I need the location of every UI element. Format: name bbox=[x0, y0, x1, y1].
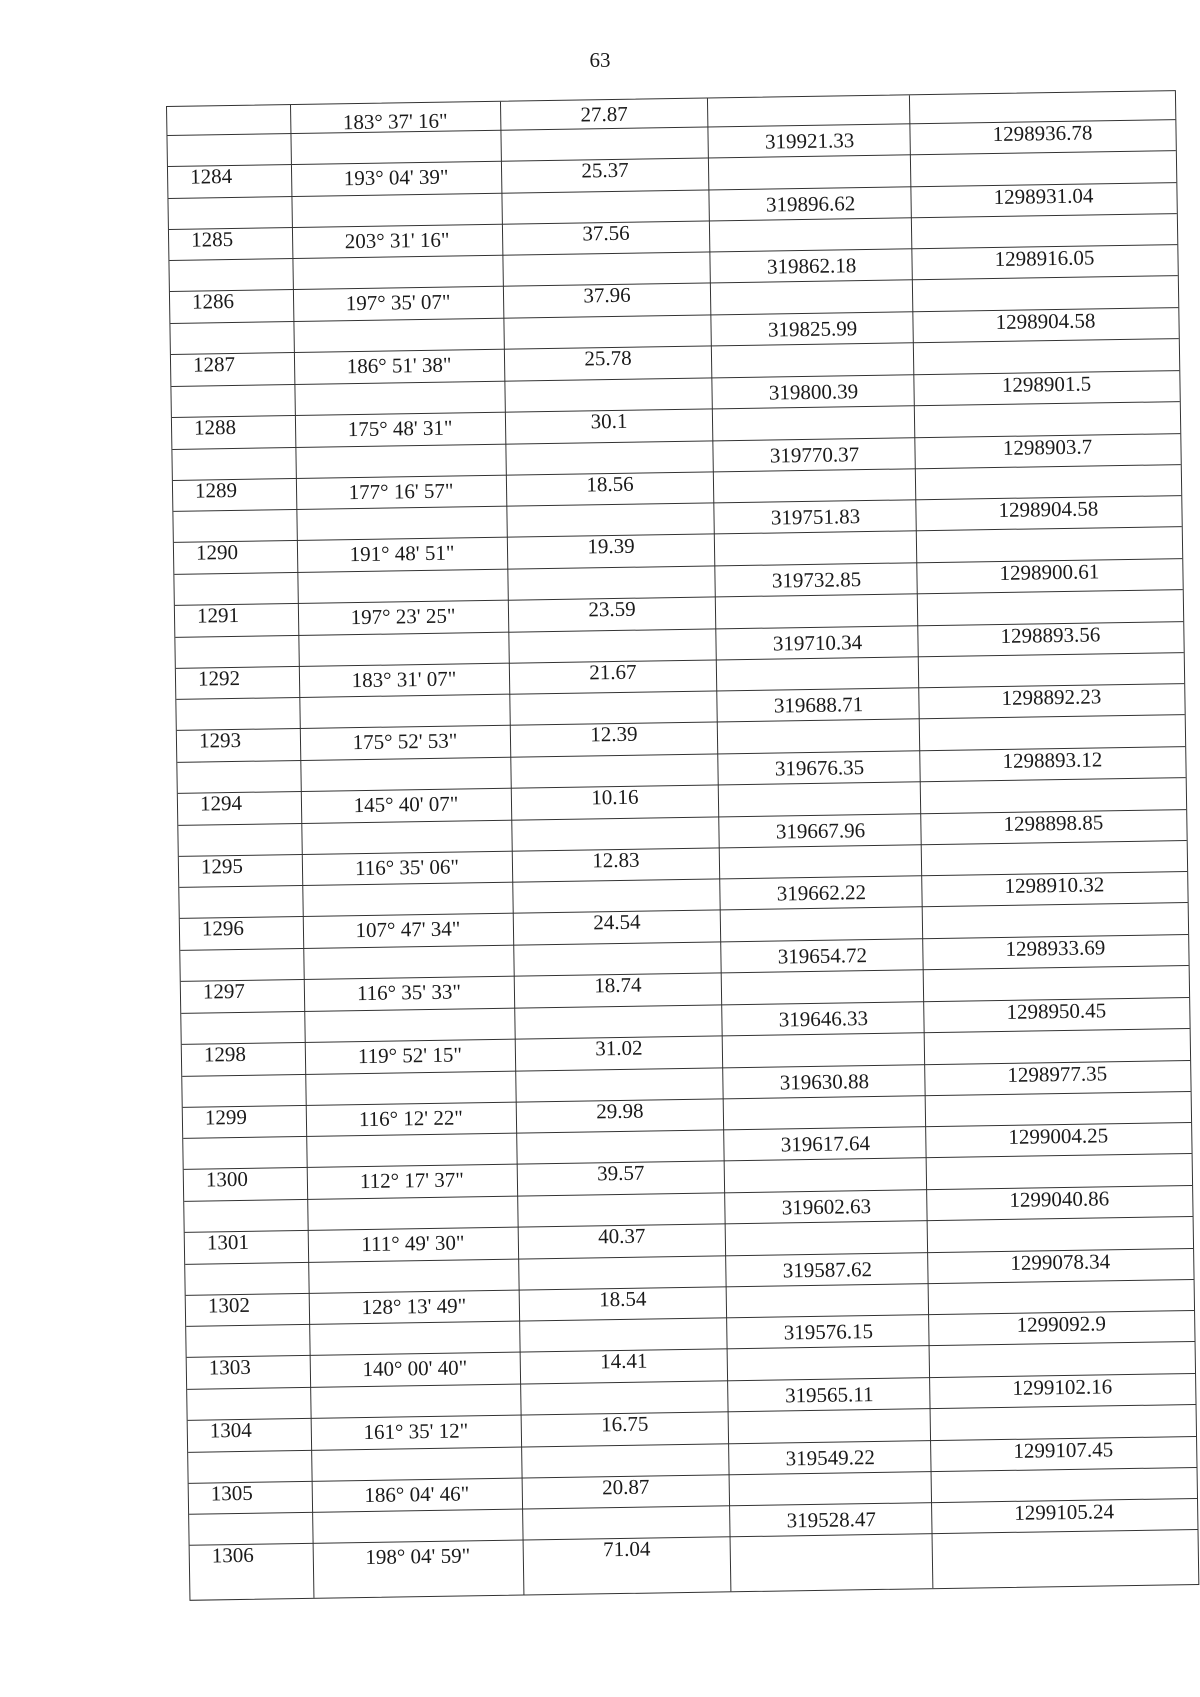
distance-cell: 21.67 bbox=[589, 659, 637, 685]
bearing-cell: 116° 12' 22" bbox=[358, 1104, 464, 1131]
bearing-cell: 186° 51' 38" bbox=[346, 352, 452, 379]
northing-cell: 1299105.24 bbox=[1014, 1499, 1115, 1526]
bearing-cell: 161° 35' 12" bbox=[363, 1418, 469, 1445]
distance-cell: 27.87 bbox=[580, 101, 628, 127]
bearing-cell: 197° 23' 25" bbox=[350, 603, 456, 630]
station-cell: 1290 bbox=[195, 540, 239, 565]
bearing-cell: 197° 35' 07" bbox=[345, 289, 451, 316]
distance-cell: 71.04 bbox=[602, 1536, 651, 1562]
northing-cell: 1299078.34 bbox=[1010, 1248, 1111, 1275]
northing-cell: 1298916.05 bbox=[994, 245, 1095, 272]
station-cell: 1287 bbox=[192, 352, 236, 377]
distance-cell: 25.37 bbox=[581, 157, 629, 183]
easting-cell: 319617.64 bbox=[780, 1131, 871, 1157]
bearing-cell: 175° 52' 53" bbox=[352, 728, 458, 755]
station-cell: 1297 bbox=[202, 978, 246, 1004]
easting-cell: 319662.22 bbox=[776, 880, 867, 906]
distance-cell: 12.39 bbox=[590, 721, 638, 747]
distance-cell: 37.56 bbox=[582, 220, 630, 246]
northing-cell: 1298936.78 bbox=[992, 120, 1093, 147]
distance-cell: 16.75 bbox=[600, 1411, 649, 1437]
distance-cell: 10.16 bbox=[591, 784, 639, 810]
northing-cell: 1298931.04 bbox=[993, 183, 1094, 209]
bearing-cell: 145° 40' 07" bbox=[353, 791, 459, 818]
station-cell: 1305 bbox=[210, 1480, 253, 1506]
easting-cell: 319710.34 bbox=[772, 629, 863, 656]
station-cell: 1284 bbox=[189, 163, 233, 189]
page-number: 63 bbox=[589, 48, 611, 72]
station-cell: 1291 bbox=[196, 602, 240, 628]
distance-cell: 40.37 bbox=[597, 1223, 646, 1249]
easting-cell: 319602.63 bbox=[781, 1193, 872, 1220]
easting-cell: 319896.62 bbox=[765, 190, 856, 217]
easting-cell: 319528.47 bbox=[786, 1507, 877, 1533]
easting-cell: 319862.18 bbox=[766, 253, 857, 279]
easting-cell: 319676.35 bbox=[774, 755, 865, 781]
northing-cell: 1298901.5 bbox=[1001, 371, 1092, 397]
northing-cell: 1299102.16 bbox=[1012, 1374, 1113, 1400]
easting-cell: 319688.71 bbox=[773, 692, 864, 718]
station-cell: 1294 bbox=[199, 790, 243, 816]
northing-cell: 1298892.23 bbox=[1001, 684, 1102, 711]
easting-cell: 319576.15 bbox=[783, 1319, 874, 1345]
station-cell: 1295 bbox=[200, 853, 244, 879]
station-cell: 1285 bbox=[190, 226, 234, 252]
station-cell: 1306 bbox=[211, 1543, 254, 1568]
easting-cell: 319646.33 bbox=[778, 1005, 869, 1032]
distance-cell: 18.74 bbox=[594, 972, 642, 998]
bearing-cell: 203° 31' 16" bbox=[344, 227, 450, 253]
distance-cell: 12.83 bbox=[592, 847, 640, 873]
bearing-cell: 112° 17' 37" bbox=[359, 1167, 465, 1194]
distance-cell: 23.59 bbox=[588, 596, 636, 622]
northing-cell: 1298904.58 bbox=[995, 308, 1096, 335]
station-cell: 1304 bbox=[209, 1417, 252, 1443]
distance-cell: 31.02 bbox=[595, 1035, 643, 1061]
station-cell: 1301 bbox=[206, 1229, 250, 1255]
easting-cell: 319770.37 bbox=[769, 441, 860, 468]
northing-cell: 1299092.9 bbox=[1016, 1311, 1107, 1338]
distance-cell: 14.41 bbox=[599, 1348, 648, 1374]
station-cell: 1299 bbox=[204, 1104, 248, 1130]
northing-cell: 1298933.69 bbox=[1005, 935, 1106, 962]
station-cell: 1292 bbox=[197, 665, 241, 691]
northing-cell: 1298898.85 bbox=[1003, 810, 1104, 836]
easting-cell: 319825.99 bbox=[767, 316, 858, 342]
distance-cell: 25.78 bbox=[584, 345, 632, 371]
bearing-cell: 116° 35' 33" bbox=[356, 979, 462, 1006]
station-cell: 1302 bbox=[207, 1292, 251, 1318]
northing-cell: 1299107.45 bbox=[1013, 1436, 1114, 1463]
northing-cell: 1298977.35 bbox=[1007, 1060, 1108, 1087]
station-cell: 1303 bbox=[208, 1355, 252, 1380]
northing-cell: 1298893.56 bbox=[1000, 621, 1101, 648]
distance-cell: 37.96 bbox=[583, 283, 631, 308]
station-cell: 1286 bbox=[191, 289, 235, 315]
distance-cell: 18.54 bbox=[598, 1286, 647, 1311]
distance-cell: 24.54 bbox=[593, 910, 641, 935]
station-cell: 1296 bbox=[201, 916, 245, 941]
northing-cell: 1298910.32 bbox=[1004, 872, 1105, 899]
bearing-cell: 175° 48' 31" bbox=[347, 415, 453, 441]
easting-cell: 319565.11 bbox=[784, 1382, 874, 1408]
northing-cell: 1298900.61 bbox=[999, 559, 1100, 585]
station-cell: 1298 bbox=[203, 1041, 247, 1067]
northing-cell: 1299004.25 bbox=[1008, 1123, 1109, 1150]
bearing-cell: 183° 31' 07" bbox=[351, 666, 457, 692]
bearing-cell: 119° 52' 15" bbox=[357, 1042, 463, 1068]
distance-cell: 39.57 bbox=[597, 1160, 645, 1186]
bearing-cell: 111° 49' 30" bbox=[361, 1230, 465, 1256]
bearing-cell: 183° 37' 16" bbox=[342, 108, 448, 135]
survey-coordinate-table bbox=[166, 90, 1199, 1601]
distance-cell: 19.39 bbox=[587, 533, 635, 559]
easting-cell: 319667.96 bbox=[775, 817, 866, 844]
bearing-cell: 186° 04' 46" bbox=[364, 1481, 470, 1507]
bearing-cell: 193° 04' 39" bbox=[343, 164, 449, 191]
distance-cell: 30.1 bbox=[590, 408, 628, 434]
distance-cell: 29.98 bbox=[596, 1098, 644, 1123]
easting-cell: 319587.62 bbox=[782, 1256, 873, 1283]
bearing-cell: 107° 47' 34" bbox=[355, 916, 461, 943]
station-cell: 1289 bbox=[194, 477, 238, 503]
easting-cell: 319921.33 bbox=[764, 128, 855, 154]
distance-cell: 20.87 bbox=[601, 1474, 650, 1500]
bearing-cell: 177° 16' 57" bbox=[348, 478, 454, 504]
easting-cell: 319751.83 bbox=[770, 504, 861, 530]
easting-cell: 319800.39 bbox=[768, 378, 859, 405]
easting-cell: 319549.22 bbox=[785, 1444, 876, 1471]
station-cell: 1300 bbox=[205, 1167, 249, 1192]
easting-cell: 319732.85 bbox=[771, 567, 862, 593]
northing-cell: 1299040.86 bbox=[1009, 1186, 1110, 1212]
bearing-cell: 140° 00' 40" bbox=[362, 1355, 468, 1382]
northing-cell: 1298904.58 bbox=[998, 496, 1099, 523]
station-cell: 1288 bbox=[193, 414, 237, 440]
easting-cell: 319630.88 bbox=[779, 1068, 870, 1094]
northing-cell: 1298893.12 bbox=[1002, 747, 1103, 773]
station-cell: 1293 bbox=[198, 728, 242, 753]
easting-cell: 319654.72 bbox=[777, 943, 868, 969]
northing-cell: 1298950.45 bbox=[1006, 998, 1107, 1024]
bearing-cell: 128° 13' 49" bbox=[361, 1293, 467, 1319]
distance-cell: 18.56 bbox=[586, 471, 634, 496]
bearing-cell: 116° 35' 06" bbox=[354, 854, 460, 880]
bearing-cell: 198° 04' 59" bbox=[365, 1543, 471, 1570]
bearing-cell: 191° 48' 51" bbox=[349, 540, 455, 567]
northing-cell: 1298903.7 bbox=[1002, 433, 1093, 460]
